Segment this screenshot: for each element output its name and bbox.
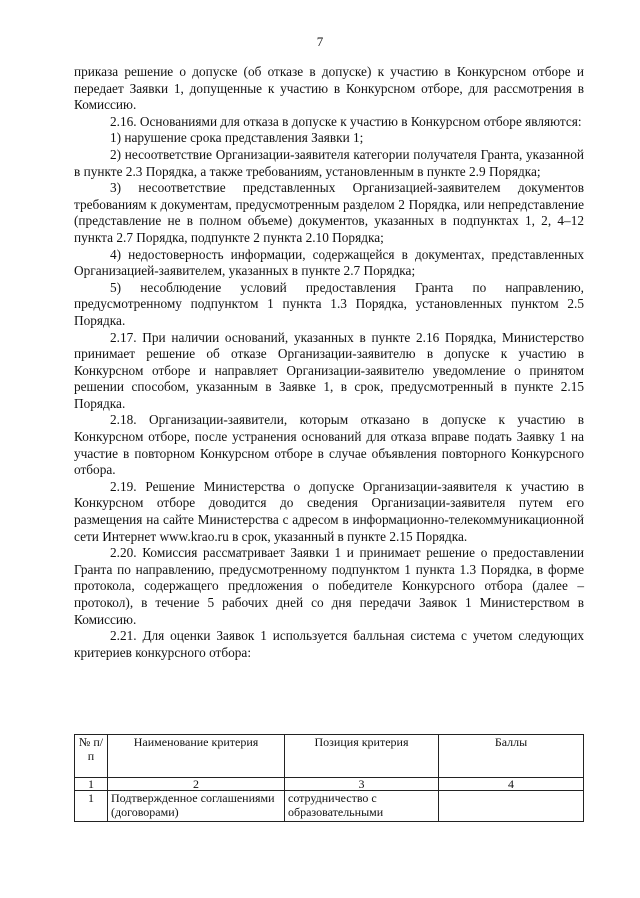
column-number: 1 [75,778,108,791]
header-cell-criterion-name: Наименование критерия [108,735,285,778]
header-cell-criterion-position: Позиция критерия [285,735,439,778]
paragraph: 3) несоответствие представленных Организацией-заявителем документов требованиям к документам, предусмотренным разделом 2 Порядка, или непредставление (представление не в полном объеме) документов, указанных в подпунктах 1, 2, 4–12 пункта 2.7 Порядка, подпункте 2 пункта 2.10 Порядка; [74,180,584,245]
table-cell [439,791,584,822]
table-header-row [75,735,584,778]
paragraph: 2.20. Комиссия рассматривает Заявки 1 и принимает решение о предоставлении Гранта по направлению, предусмотренному подпунктом 1 пункта 1.3 Порядка, в форме протокола, содержащего предложения о победителе Конкурсного отбора (далее – протокол), в течение 5 рабочих дней со дня передачи Заявок 1 Министерством в Комиссию. [74,545,584,627]
paragraph: 1) нарушение срока представления Заявки 1; [110,130,364,146]
paragraph: 2) несоответствие Организации-заявителя категории получателя Гранта, указанной в пункте 2.3 Порядка, а также требованиям, установленным в пункте 2.9 Порядка; [74,146,584,179]
paragraph: 2.19. Решение Министерства о допуске Организации-заявителя к участию в Конкурсном отборе доводится до сведения Организации-заявителя путем его размещения на сайте Министерства с адресом в информационно-телекоммуникационной сети Интернет www.krao.ru в срок, указанный в пункте 2.15 Порядка. [74,478,584,544]
paragraph: 2.16. Основаниями для отказа в допуске к участию в Конкурсном отборе являются: [110,113,582,129]
paragraph: приказа решение о допуске (об отказе в допуске) к участию в Конкурсном отборе и передает Заявки 1, допущенные к участию в Конкурсном отборе, для рассмотрения в Комиссию. [74,64,584,113]
header-cell-number: № п/п [75,735,108,778]
paragraph: 2.17. При наличии оснований, указанных в пункте 2.16 Порядка, Министерство принимает решение об отказе Организации-заявителю в допуске к участию в Конкурсном отборе и направляет Организации-заявителю уведомление о принятом решении способом, указанным в Заявке 1, в срок, предусмотренный в пункте 2.15 Порядка. [74,329,584,411]
document-body [74,64,584,661]
paragraph: 2.18. Организации-заявители, которым отказано в допуске к участию в Конкурсном отборе, после устранения оснований для отказа вправе подать Заявку 1 на участие в повторном Конкурсном отборе в случае объявления повторного Конкурсного отбора. [74,412,584,478]
table-row [75,791,584,822]
column-number: 2 [108,778,285,791]
column-number: 4 [439,778,584,791]
table-cell: Подтвержденное соглашениями (договорами) [108,791,285,822]
header-cell-points: Баллы [439,735,584,778]
paragraph: 4) недостоверность информации, содержащейся в документах, представленных Организацией-заявителем, указанных в пункте 2.7 Порядка; [74,246,584,279]
column-number-row [75,778,584,791]
paragraph: 2.21. Для оценки Заявок 1 используется балльная система с учетом следующих критериев конкурсного отбора: [74,628,584,660]
table-cell: сотрудничество с образовательными [285,791,439,822]
column-number: 3 [285,778,439,791]
criteria-table [74,734,584,822]
page-number: 7 [316,34,324,49]
paragraph: 5) несоблюдение условий предоставления Гранта по направлению, предусмотренному подпунктом 1 пункта 1.3 Порядка, установленных пунктом 2.5 Порядка. [74,279,584,328]
table-cell: 1 [75,791,108,822]
